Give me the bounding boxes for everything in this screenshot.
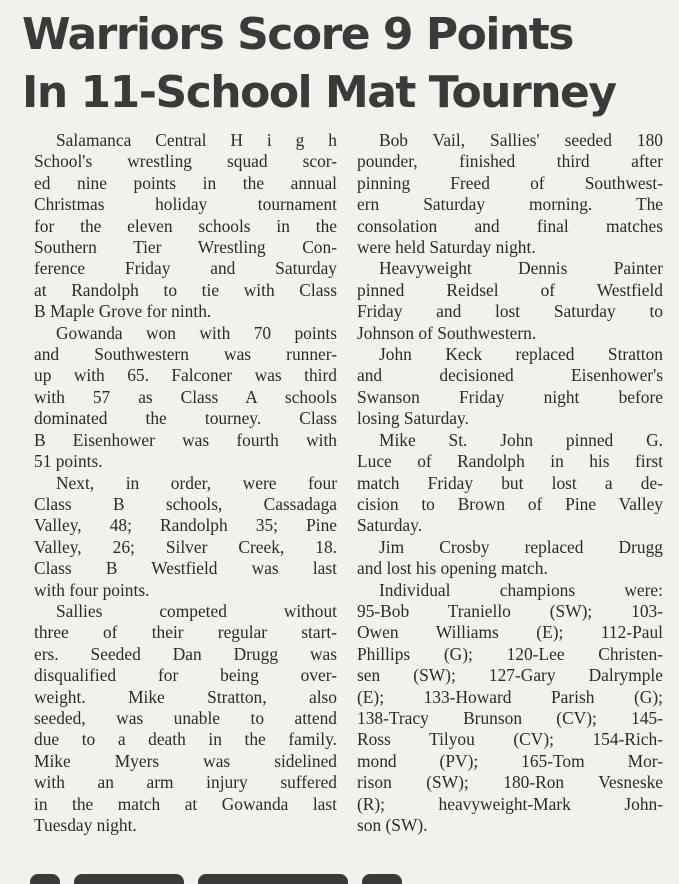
article-line: Saturday. (357, 515, 423, 536)
article-line: 138-Tracy Brunson (CV); 145- (357, 707, 663, 728)
article-line: John Keck replaced Stratton (379, 344, 663, 365)
article-line: Valley, 48; Randolph 35; Pine (34, 515, 337, 536)
article-line: losing Saturday. (357, 408, 469, 429)
headline-line-1: Warriors Score 9 Points (22, 9, 573, 60)
article-line: B Maple Grove for ninth. (34, 301, 212, 322)
article-line: mond (PV); 165-Tom Mor- (357, 750, 663, 771)
article-paragraph (357, 258, 663, 344)
article-paragraph (357, 580, 663, 837)
article-paragraph (34, 323, 337, 473)
article-line: ern Saturday morning. The (357, 194, 663, 215)
article-line: pinning Freed of Southwest- (357, 172, 663, 193)
article-line: with 57 as Class A schools (34, 386, 337, 407)
article-line: were held Saturday night. (357, 237, 536, 258)
article-line: Swanson Friday night before (357, 386, 663, 407)
article-line: pinned Reidsel of Westfield (357, 279, 663, 300)
article-line: (E); 133-Howard Parish (G); (357, 686, 663, 707)
article-line: cision to Brown of Pine Valley (357, 493, 663, 514)
article-line: Jim Crosby replaced Drugg (379, 536, 663, 557)
article-line: due to a death in the family. (34, 729, 337, 750)
article-line: Class B Westfield was last (34, 558, 337, 579)
article-column-right (357, 130, 663, 836)
article-paragraph (357, 344, 663, 430)
article-line: Christmas holiday tournament (34, 194, 337, 215)
article-line: dominated the tourney. Class (34, 408, 337, 429)
article-line: and decisioned Eisenhower's (357, 365, 663, 386)
article-line: Bob Vail, Sallies' seeded 180 (379, 130, 663, 150)
article-line: and Southwestern was runner- (34, 344, 337, 365)
article-line: Friday and lost Saturday to (357, 301, 663, 322)
article-paragraph (34, 601, 337, 836)
headline (22, 6, 662, 122)
article-line: 51 points. (34, 451, 103, 472)
article-line: Mike St. John pinned G. (379, 429, 663, 450)
article-line: match Friday but lost a de- (357, 472, 663, 493)
article-line: ers. Seeded Dan Drugg was (34, 643, 337, 664)
article-line: seeded, was unable to attend (34, 707, 337, 728)
article-line: Gowanda won with 70 points (56, 322, 337, 343)
article-line: 95-Bob Traniello (SW); 103- (357, 600, 663, 621)
article-line: with an arm injury suffered (34, 772, 337, 793)
article-line: in the match at Gowanda last (34, 793, 337, 814)
article-paragraph (357, 130, 663, 258)
article-line: consolation and final matches (357, 215, 663, 236)
article-line: Class B schools, Cassadaga (34, 493, 337, 514)
article-line: Luce of Randolph in his first (357, 451, 663, 472)
article-line: Owen Williams (E); 112-Paul (357, 622, 663, 643)
article-paragraph (34, 473, 337, 601)
article-line: Phillips (G); 120-Lee Christen- (357, 643, 663, 664)
article-line: Individual champions were: (379, 579, 663, 600)
article-line: up with 65. Falconer was third (34, 365, 337, 386)
article-line: Salamanca Central H i g h (56, 130, 337, 150)
article-line: with four points. (34, 579, 150, 600)
article-line: for the eleven schools in the (34, 215, 337, 236)
article-line: School's wrestling squad scor- (34, 151, 337, 172)
article-line: Next, in order, were four (56, 472, 337, 493)
next-headline-fragment (30, 870, 630, 884)
article-line: Southern Tier Wrestling Con- (34, 237, 337, 258)
article-line: disqualified for being over- (34, 665, 337, 686)
article-line: at Randolph to tie with Class (34, 279, 337, 300)
article-line: three of their regular start- (34, 622, 337, 643)
article-line: ed nine points in the annual (34, 172, 337, 193)
article-paragraph (357, 430, 663, 537)
article-line: pounder, finished third after (357, 151, 663, 172)
article-line: and lost his opening match. (357, 558, 548, 579)
article-paragraph (357, 537, 663, 580)
article-line: son (SW). (357, 815, 428, 835)
article-line: Mike Myers was sidelined (34, 750, 337, 771)
article-line: ference Friday and Saturday (34, 258, 337, 279)
article-line: Tuesday night. (34, 815, 137, 835)
article-line: rison (SW); 180-Ron Vesneske (357, 772, 663, 793)
article-line: weight. Mike Stratton, also (34, 686, 337, 707)
article-column-left (34, 130, 337, 836)
article-line: Ross Tilyou (CV); 154-Rich- (357, 729, 663, 750)
article-line: (R); heavyweight-Mark John- (357, 793, 663, 814)
article-paragraph (34, 130, 337, 323)
article-line: Valley, 26; Silver Creek, 18. (34, 536, 337, 557)
article-line: Heavyweight Dennis Painter (379, 258, 663, 279)
headline-line-2: In 11-School Mat Tourney (22, 67, 616, 118)
article-line: Sallies competed without (56, 600, 337, 621)
article-line: Johnson of Southwestern. (357, 322, 537, 343)
article-line: B Eisenhower was fourth with (34, 429, 337, 450)
article-line: sen (SW); 127-Gary Dalrymple (357, 665, 663, 686)
